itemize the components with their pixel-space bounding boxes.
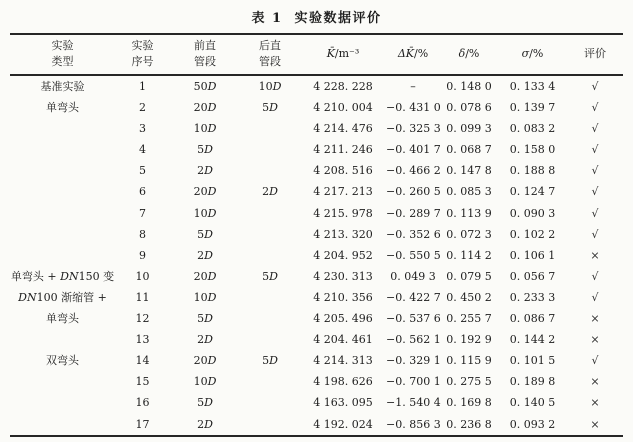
cell-k-mean: 4 198. 626 [313, 375, 373, 389]
cell-front-straight-pipe: 5D [197, 312, 213, 326]
cell-rear-straight-pipe: 10D [258, 80, 282, 93]
cell-relative-error: 0. 255 7 [446, 312, 492, 326]
cell-rear-straight-pipe [240, 139, 300, 160]
cell-front-straight-pipe: 10D [193, 122, 217, 136]
table-row [10, 203, 623, 224]
cell-relative-error: 0. 072 3 [446, 227, 492, 241]
cell-rear-straight-pipe [240, 224, 300, 245]
cell-experiment-type [10, 371, 115, 392]
table-row [10, 224, 623, 245]
cell-relative-error: 0. 147 8 [446, 164, 492, 178]
cell-k-mean: 4 217. 213 [313, 185, 373, 199]
cell-experiment-type: 单弯头 + DN150 变 [10, 269, 115, 283]
table-caption-title: 实验数据评价 [294, 11, 382, 26]
cell-experiment-serial: 5 [139, 164, 146, 178]
cell-rear-straight-pipe [240, 287, 300, 308]
cell-experiment-serial: 14 [135, 354, 150, 368]
cell-front-straight-pipe: 2D [197, 248, 213, 262]
cell-front-straight-pipe: 5D [197, 396, 213, 410]
cell-delta-k: −0. 422 7 [386, 290, 441, 304]
cell-experiment-serial: 7 [139, 206, 146, 220]
table-row [10, 308, 623, 329]
cell-k-mean: 4 192. 024 [313, 417, 373, 431]
cell-k-mean: 4 163. 095 [313, 396, 373, 410]
cell-front-straight-pipe: 10D [193, 206, 217, 220]
table-row [10, 287, 623, 308]
cell-relative-error: 0. 085 3 [446, 185, 492, 199]
cell-std-dev: 0. 102 2 [509, 227, 556, 241]
cell-delta-k: 0. 049 3 [390, 269, 436, 283]
table-row [10, 75, 623, 97]
cell-k-mean: 4 214. 313 [313, 354, 373, 368]
cell-delta-k: −0. 260 5 [386, 185, 441, 199]
cell-relative-error: 0. 114 2 [446, 248, 492, 262]
cell-experiment-type [10, 181, 115, 202]
cell-relative-error: 0. 236 8 [446, 417, 492, 431]
cell-rear-straight-pipe [240, 329, 300, 350]
cell-std-dev: 0. 124 7 [509, 185, 556, 199]
cell-rear-straight-pipe [240, 308, 300, 329]
cell-relative-error: 0. 115 9 [446, 354, 492, 368]
cell-evaluation: × [590, 333, 600, 347]
cell-delta-k: −0. 856 3 [386, 417, 441, 431]
cell-evaluation: √ [591, 143, 599, 157]
cell-k-mean: 4 204. 952 [313, 248, 373, 262]
cell-rear-straight-pipe [240, 414, 300, 436]
cell-std-dev: 0. 233 3 [509, 290, 556, 304]
cell-evaluation: √ [591, 269, 599, 283]
cell-k-mean: 4 211. 246 [313, 143, 373, 157]
table-row [10, 245, 623, 266]
cell-delta-k: −0. 329 1 [386, 354, 441, 368]
column-header-front-straight-pipe: 前直 管段 [170, 34, 240, 75]
cell-front-straight-pipe: 5D [197, 227, 213, 241]
cell-std-dev: 0. 139 7 [509, 101, 556, 115]
cell-rear-straight-pipe: 5D [262, 269, 278, 283]
cell-experiment-type [10, 414, 115, 436]
cell-relative-error: 0. 275 5 [446, 375, 492, 389]
cell-experiment-type [10, 160, 115, 181]
cell-k-mean: 4 215. 978 [313, 206, 373, 220]
table-row [10, 350, 623, 371]
cell-experiment-type [10, 203, 115, 224]
cell-experiment-serial: 16 [135, 396, 150, 410]
cell-rear-straight-pipe [240, 203, 300, 224]
cell-delta-k: −0. 700 1 [386, 375, 441, 389]
column-header-experiment-serial: 实验 序号 [115, 34, 170, 75]
table-caption-number: 表 1 [251, 11, 283, 26]
cell-experiment-serial: 4 [139, 143, 146, 157]
cell-relative-error: 0. 450 2 [446, 290, 492, 304]
cell-std-dev: 0. 086 7 [509, 312, 556, 326]
cell-evaluation: √ [591, 101, 599, 115]
experiment-data-table [10, 33, 623, 437]
cell-front-straight-pipe: 2D [197, 164, 213, 178]
cell-experiment-type [10, 329, 115, 350]
cell-std-dev: 0. 188 8 [509, 164, 556, 178]
cell-rear-straight-pipe: 5D [262, 101, 278, 115]
cell-rear-straight-pipe [240, 118, 300, 139]
cell-std-dev: 0. 140 5 [509, 396, 556, 410]
cell-front-straight-pipe: 20D [193, 101, 217, 115]
cell-front-straight-pipe: 50D [193, 80, 217, 93]
table-row [10, 371, 623, 392]
cell-experiment-type [10, 224, 115, 245]
cell-front-straight-pipe: 20D [193, 269, 217, 283]
cell-std-dev: 0. 056 7 [509, 269, 556, 283]
cell-experiment-serial: 17 [135, 417, 150, 431]
cell-std-dev: 0. 101 5 [509, 354, 556, 368]
cell-k-mean: 4 228. 228 [313, 80, 373, 93]
cell-relative-error: 0. 148 0 [446, 80, 492, 93]
cell-front-straight-pipe: 20D [193, 185, 217, 199]
table-row [10, 139, 623, 160]
cell-std-dev: 0. 106 1 [509, 248, 556, 262]
column-header-rear-straight-pipe: 后直 管段 [240, 34, 300, 75]
cell-k-mean: 4 213. 320 [313, 227, 373, 241]
cell-front-straight-pipe: 20D [193, 354, 217, 368]
table-row [10, 118, 623, 139]
cell-k-mean: 4 210. 356 [313, 290, 373, 304]
cell-evaluation: √ [591, 122, 599, 136]
cell-front-straight-pipe: 2D [197, 333, 213, 347]
cell-evaluation: √ [591, 164, 599, 178]
table-caption [0, 7, 633, 26]
cell-delta-k: −0. 401 7 [386, 143, 441, 157]
cell-delta-k: −0. 431 0 [386, 101, 441, 115]
cell-experiment-type: 单弯头 [46, 312, 79, 326]
cell-std-dev: 0. 093 2 [509, 417, 556, 431]
cell-k-mean: 4 214. 476 [313, 122, 373, 136]
cell-evaluation: √ [591, 290, 599, 304]
cell-std-dev: 0. 090 3 [509, 206, 556, 220]
cell-relative-error: 0. 078 6 [446, 101, 492, 115]
cell-k-mean: 4 210. 004 [313, 101, 373, 115]
cell-evaluation: × [590, 312, 600, 326]
cell-k-mean: 4 208. 516 [313, 164, 373, 178]
cell-delta-k: −0. 537 6 [386, 312, 441, 326]
cell-front-straight-pipe: 5D [197, 143, 213, 157]
cell-delta-k: −0. 466 2 [386, 164, 441, 178]
cell-relative-error: 0. 099 3 [446, 122, 492, 136]
cell-experiment-serial: 12 [135, 312, 150, 326]
column-header-experiment-type: 实验 类型 [10, 34, 115, 75]
cell-std-dev: 0. 083 2 [509, 122, 556, 136]
cell-rear-straight-pipe: 5D [262, 354, 278, 368]
cell-rear-straight-pipe [240, 160, 300, 181]
cell-rear-straight-pipe [240, 245, 300, 266]
cell-experiment-serial: 9 [139, 248, 146, 262]
cell-front-straight-pipe: 2D [197, 417, 213, 431]
cell-front-straight-pipe: 10D [193, 290, 217, 304]
cell-experiment-serial: 2 [139, 101, 146, 115]
cell-relative-error: 0. 113 9 [446, 206, 492, 220]
column-header-delta-k: ΔK̄/% [386, 34, 440, 75]
cell-std-dev: 0. 144 2 [509, 333, 556, 347]
table-row [10, 181, 623, 202]
header-row [10, 34, 623, 75]
cell-std-dev: 0. 189 8 [509, 375, 556, 389]
cell-experiment-serial: 8 [139, 227, 146, 241]
table-row [10, 392, 623, 413]
cell-std-dev: 0. 158 0 [509, 143, 556, 157]
cell-experiment-type [10, 139, 115, 160]
cell-relative-error: 0. 192 9 [446, 333, 492, 347]
cell-experiment-serial: 10 [135, 269, 150, 283]
table-row [10, 97, 623, 118]
cell-relative-error: 0. 068 7 [446, 143, 492, 157]
table-body [10, 75, 623, 436]
cell-k-mean: 4 205. 496 [313, 312, 373, 326]
column-header-std-dev: σ/% [498, 34, 567, 75]
cell-delta-k: −0. 325 3 [386, 122, 441, 136]
table-row [10, 160, 623, 181]
cell-experiment-serial: 15 [135, 375, 150, 389]
cell-delta-k: – [410, 80, 416, 93]
cell-k-mean: 4 230. 313 [313, 269, 373, 283]
cell-delta-k: −1. 540 4 [386, 396, 441, 410]
cell-delta-k: −0. 289 7 [386, 206, 441, 220]
table-row [10, 414, 623, 436]
cell-experiment-type: DN100 渐缩管 + [18, 290, 107, 304]
table-row [10, 329, 623, 350]
cell-evaluation: √ [591, 185, 599, 199]
cell-evaluation: √ [591, 206, 599, 220]
table-header [10, 34, 623, 75]
cell-rear-straight-pipe [240, 392, 300, 413]
cell-experiment-type [10, 392, 115, 413]
cell-evaluation: √ [591, 227, 599, 241]
cell-experiment-type: 单弯头 [46, 101, 79, 115]
cell-front-straight-pipe: 10D [193, 375, 217, 389]
cell-k-mean: 4 204. 461 [313, 333, 373, 347]
cell-experiment-serial: 13 [135, 333, 150, 347]
cell-experiment-type: 双弯头 [46, 354, 79, 368]
column-header-k-mean: K̄/m⁻³ [300, 34, 386, 75]
cell-std-dev: 0. 133 4 [509, 80, 556, 93]
cell-experiment-serial: 11 [135, 290, 150, 304]
cell-evaluation: × [590, 248, 600, 262]
cell-experiment-type [10, 118, 115, 139]
cell-experiment-serial: 6 [139, 185, 146, 199]
cell-evaluation: × [590, 396, 600, 410]
cell-rear-straight-pipe: 2D [262, 185, 278, 199]
cell-delta-k: −0. 562 1 [386, 333, 441, 347]
column-header-relative-error: δ/% [440, 34, 498, 75]
cell-relative-error: 0. 079 5 [446, 269, 492, 283]
cell-experiment-type [10, 245, 115, 266]
cell-evaluation: × [590, 417, 600, 431]
table-row [10, 266, 623, 287]
cell-evaluation: × [590, 375, 600, 389]
cell-experiment-type: 基准实验 [40, 80, 85, 93]
cell-relative-error: 0. 169 8 [446, 396, 492, 410]
cell-delta-k: −0. 352 6 [386, 227, 441, 241]
cell-experiment-serial: 3 [139, 122, 146, 136]
column-header-evaluation: 评价 [567, 34, 623, 75]
cell-experiment-serial: 1 [139, 80, 146, 93]
cell-rear-straight-pipe [240, 371, 300, 392]
cell-delta-k: −0. 550 5 [386, 248, 441, 262]
cell-evaluation: √ [591, 354, 599, 368]
cell-evaluation: √ [591, 80, 599, 93]
